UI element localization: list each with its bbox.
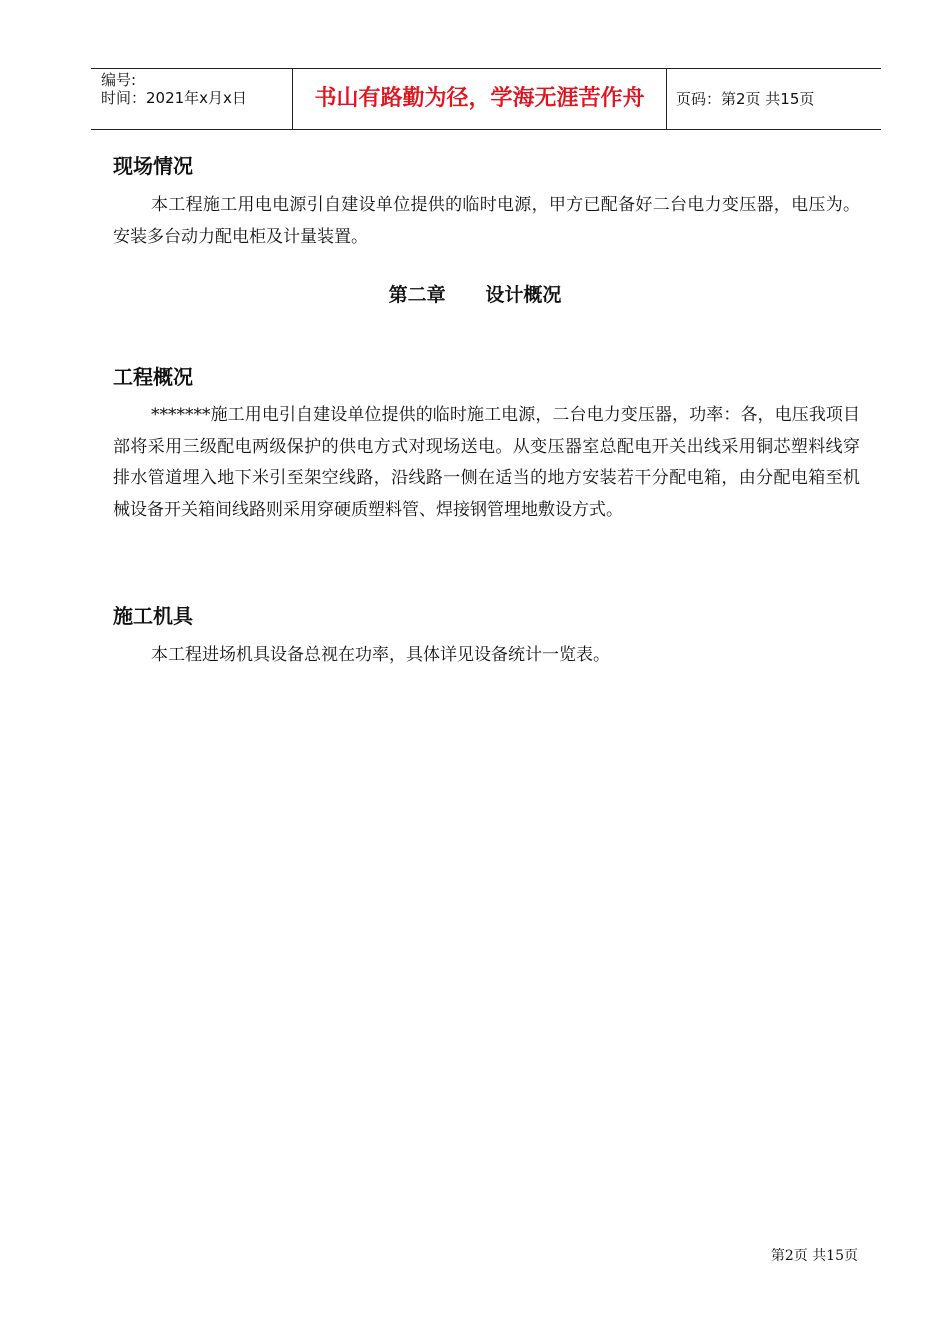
section-heading-overview: 工程概况 xyxy=(113,365,193,389)
section-heading-site: 现场情况 xyxy=(113,154,193,178)
section-paragraph-machinery: 本工程进场机具设备总视在功率，具体详见设备统计一览表。 xyxy=(151,645,610,665)
document-number-label: 编号: xyxy=(101,71,137,89)
section-paragraph-overview: *******施工用电引自建设单位提供的临时施工电源，二台电力变压器，功率：各，电压我项目部将采用三级配电两级保护的供电方式对现场送电。从变压器室总配电开关出线采用铜芯塑料线穿排水管道埋入地下米引至架空线路，沿线路一侧在适当的地方安装若干分配电箱，由分配电箱至机械设备开关箱间线路则采用穿硬质塑料管、焊接钢管埋地敷设方式。 xyxy=(113,405,860,520)
document-time-label: 时间：2021年x月x日 xyxy=(101,89,247,107)
header-page-cell xyxy=(666,69,881,129)
header-page-number: 页码：第2页 共15页 xyxy=(676,90,815,108)
header-motto-cell xyxy=(292,69,667,129)
section-paragraph-site: 本工程施工用电电源引自建设单位提供的临时电源，甲方已配备好二台电力变压器，电压为。安装多台动力配电柜及计量装置。 xyxy=(113,195,860,247)
chapter-title: 第二章 设计概况 xyxy=(388,284,562,306)
header-meta-cell xyxy=(91,69,292,129)
header-motto: 书山有路勤为径，学海无涯苦作舟 xyxy=(314,86,645,111)
page-header xyxy=(91,68,881,130)
section-heading-machinery: 施工机具 xyxy=(113,604,193,628)
page-footer-number: 第2页 共15页 xyxy=(770,1248,858,1264)
